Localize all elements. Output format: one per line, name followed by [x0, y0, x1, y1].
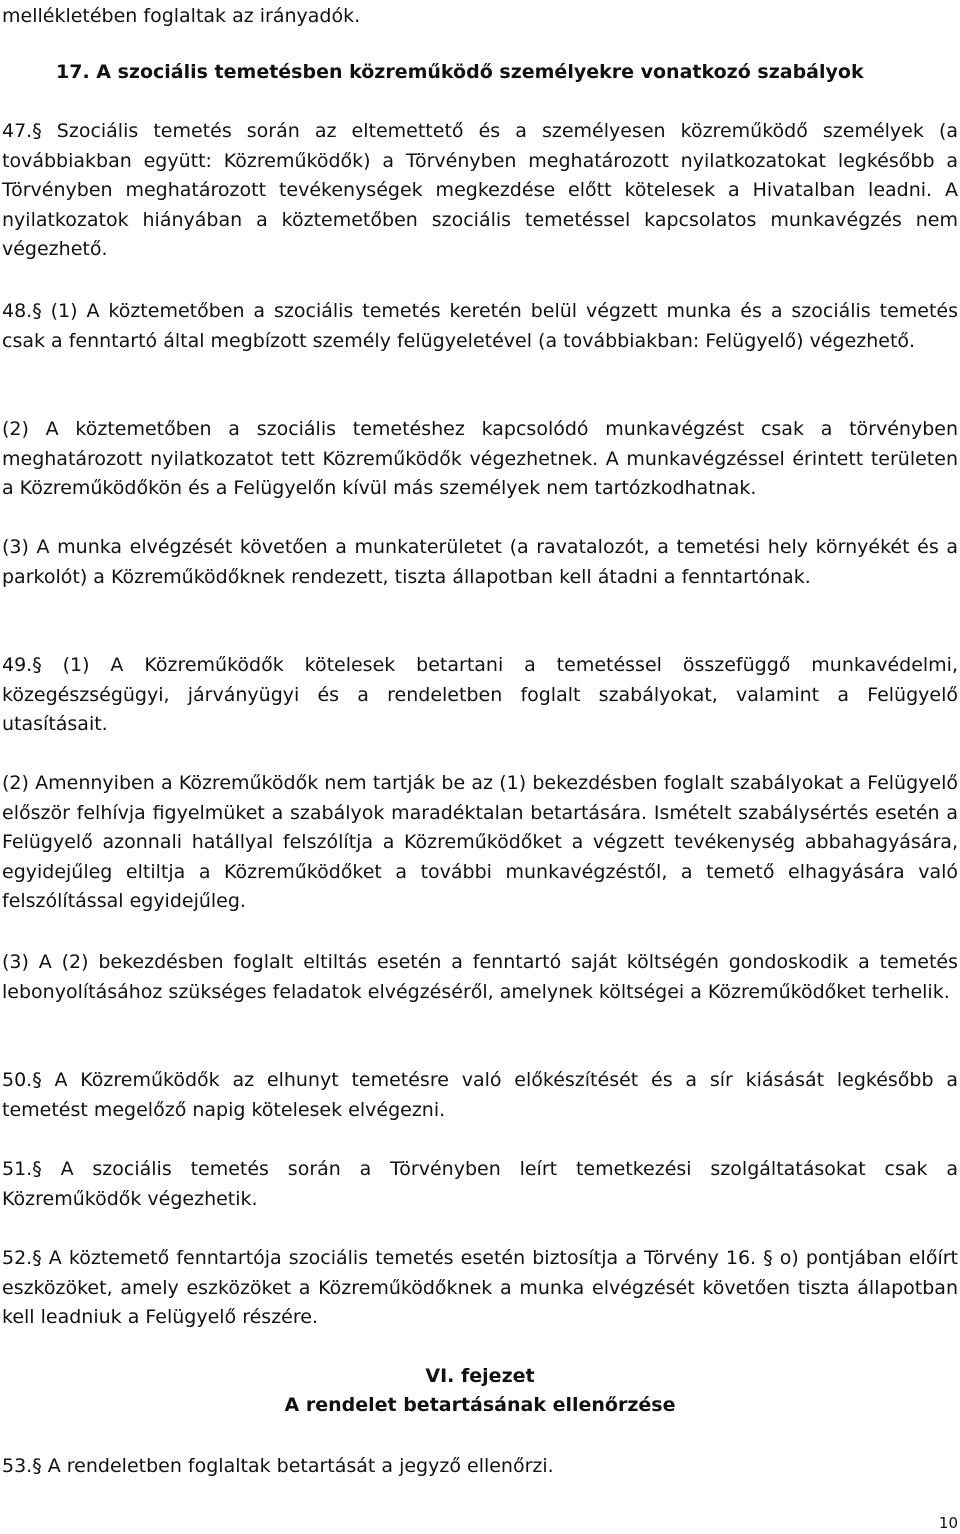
section-17-title: 17. A szociális temetésben közreműködő személyekre vonatkozó szabályok: [56, 61, 864, 83]
paragraph-49-1: 49.§ (1) A Közreműködők kötelesek betartani a temetéssel összefüggő munkavédelmi, közegészségügyi, járványügyi és a rendeletben foglalt szabályokat, valamint a Felügyelő utasításait.: [2, 654, 958, 736]
paragraph-52: 52.§ A köztemető fenntartója szociális temetés esetén biztosítja a Törvény 16. § o) pontjában előírt eszközöket, amely eszközöket a Közreműködőknek a munka elvégzését követően tiszta állapotban kell leadniuk a Felügyelő részére.: [2, 1247, 958, 1329]
paragraph-48-3: (3) A munka elvégzését követően a munkaterületet (a ravatalozót, a temetési hely környékét és a parkolót) a Közreműködőknek rendezett, tiszta állapotban kell átadni a fenntartónak.: [2, 536, 958, 588]
paragraph-49-2: (2) Amennyiben a Közreműködők nem tartják be az (1) bekezdésben foglalt szabályokat a Felügyelő először felhívja figyelmüket a szabályok maradéktalan betartására. Ismételt szabálysértés esetén a Felügyelő azonnali hatállyal felszólítja a Közreműködőket a végzett tevékenység abbahagyására, egyidejűleg eltiltja a Közreműködőket a további munkavégzéstől, a temető elhagyására való felszólítással egyidejűleg.: [2, 772, 958, 913]
intro-fragment: mellékletében foglaltak az irányadók.: [2, 5, 361, 27]
paragraph-51: 51.§ A szociális temetés során a Törvényben leírt temetkezési szolgáltatásokat csak a Közreműködők végezhetik.: [2, 1158, 958, 1210]
paragraph-47: 47.§ Szociális temetés során az eltemettető és a személyesen közreműködő személyek (a továbbiakban együtt: Közreműködők) a Törvényben meghatározott nyilatkozatokat legkésőbb a Törvényben meghatározott tevékenységek megkezdése előtt kötelesek a Hivatalban leadni. A nyilatkozatok hiányában a köztemetőben szociális temetéssel kapcsolatos munkavégzés nem végezhető.: [2, 120, 958, 261]
paragraph-48-1: 48.§ (1) A köztemetőben a szociális temetés keretén belül végzett munka és a szociális temetés csak a fenntartó által megbízott személy felügyeletével (a továbbiakban: Felügyelő) végezhető.: [2, 300, 958, 352]
chapter-number: VI. fejezet: [425, 1365, 535, 1387]
paragraph-48-2: (2) A köztemetőben a szociális temetéshez kapcsolódó munkavégzést csak a törvényben meghatározott nyilatkozatot tett Közreműködők végezhetnek. A munkavégzéssel érintett területen a Közreműködőkön és a Felügyelőn kívül más személyek nem tartózkodhatnak.: [2, 418, 958, 500]
paragraph-53: 53.§ A rendeletben foglaltak betartását a jegyző ellenőrzi.: [2, 1455, 554, 1477]
paragraph-50: 50.§ A Közreműködők az elhunyt temetésre való előkészítését és a sír kiásását legkésőbb a temetést megelőző napig kötelesek elvégezni.: [2, 1069, 958, 1121]
chapter-title: A rendelet betartásának ellenőrzése: [284, 1394, 676, 1416]
page-number: 10: [938, 1514, 958, 1532]
paragraph-49-3: (3) A (2) bekezdésben foglalt eltiltás esetén a fenntartó saját költségén gondoskodik a temetés lebonyolításához szükséges feladatok elvégzéséről, amelynek költségei a Közreműködőket terhelik.: [2, 951, 958, 1003]
